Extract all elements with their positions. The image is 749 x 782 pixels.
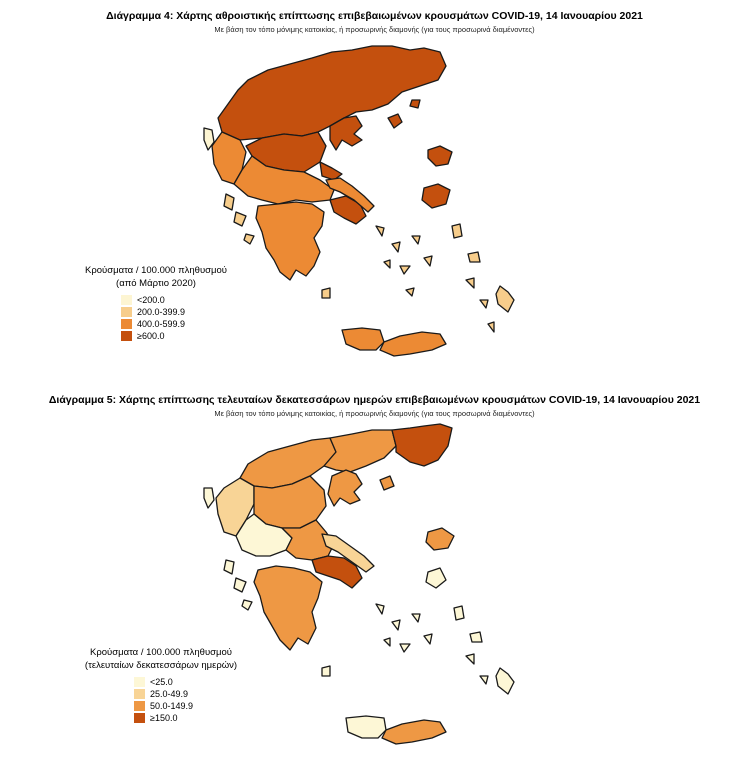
map2-legend-label: 25.0-49.9: [150, 689, 189, 699]
map2-legend-item: [134, 701, 193, 711]
map2-region-thasos: [380, 476, 394, 490]
map2-region-dodecanese: [466, 654, 514, 694]
map1-legend-label: 200.0-399.9: [137, 307, 186, 317]
map2-legend-swatch: [134, 713, 145, 723]
map2-region-west-macedonia: [240, 438, 336, 488]
map2-legend-title: Κρούσματα / 100.000 πληθυσμού: [90, 647, 232, 658]
map2-title: Διάγραμμα 5: Χάρτης επίπτωσης τελευταίων δεκατεσσάρων ημερών επιβεβαιωμένων κρουσμάτων COVID-19, 14 Ιανουαρίου 2021: [48, 394, 701, 406]
map2-legend-swatch: [134, 689, 145, 699]
map1-legend-label: ≥600.0: [137, 331, 165, 341]
map2-region-kythira: [322, 666, 330, 676]
map1-legend-label: <200.0: [137, 295, 165, 305]
map2-region-evros: [392, 424, 452, 466]
map1-legend-title: Κρούσματα / 100.000 πληθυσμού: [85, 265, 227, 276]
map2-legend-label: ≥150.0: [150, 713, 178, 723]
map1-title: Διάγραμμα 4: Χάρτης αθροιστικής επίπτωσης επιβεβαιωμένων κρουσμάτων COVID-19, 14 Ιανουαρίου 2021: [106, 10, 643, 22]
map2-region-ionian: [224, 560, 252, 610]
map2-region-lemnos: [426, 528, 454, 550]
map2-legend: [76, 646, 246, 723]
map2-region-chalkidiki: [328, 470, 362, 506]
map2-subtitle: Με βάση τον τόπο μόνιμης κατοικίας, ή προσωρινής διαμονής (για τους προσωρινά διαμένοντες): [214, 409, 535, 418]
map2-legend-label: <25.0: [150, 677, 173, 687]
map2-region-crete-east: [382, 720, 446, 744]
map1-legend-subtitle: (από Μάρτιο 2020): [116, 278, 196, 289]
map1-legend-label: 400.0-599.9: [137, 319, 186, 329]
map2-region-corfu: [204, 488, 214, 508]
map1-subtitle: Με βάση τον τόπο μόνιμης κατοικίας, ή προσωρινής διαμονής (για τους προσωρινά διαμένοντες): [214, 25, 535, 34]
map2-region-east-aegean: [454, 606, 482, 642]
map2-region-crete-west: [346, 716, 386, 738]
map2-legend-item: [134, 689, 188, 699]
map2-legend-swatch: [134, 701, 145, 711]
map2-legend-swatch: [134, 677, 145, 687]
map2-legend-label: 50.0-149.9: [150, 701, 194, 711]
map2-region-cyclades: [376, 604, 432, 652]
map2-legend-subtitle: (τελευταίων δεκατεσσάρων ημερών): [84, 660, 238, 671]
map2-region-lesvos: [426, 568, 446, 588]
map2-region-peloponnese: [254, 566, 322, 650]
map2-legend-item: [134, 677, 173, 687]
map2-legend-item: [134, 713, 177, 723]
